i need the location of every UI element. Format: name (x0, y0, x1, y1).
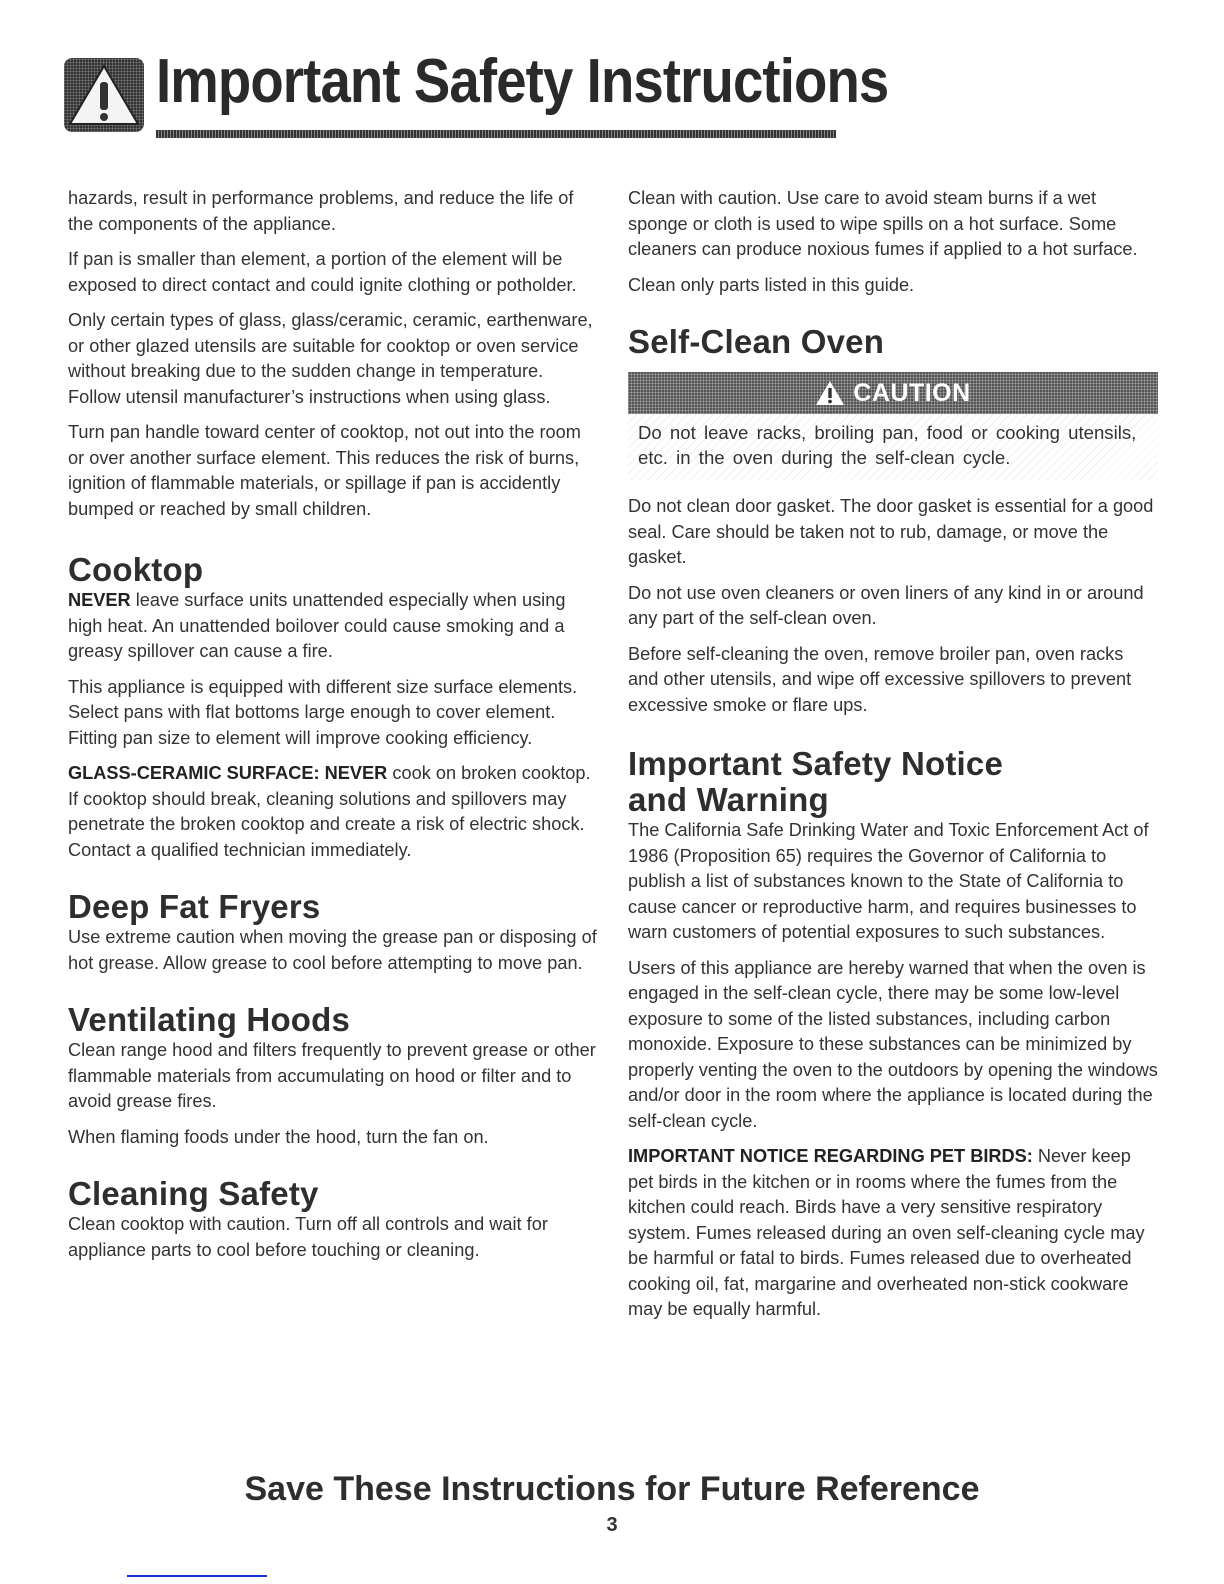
page-header (64, 47, 889, 144)
intro-paragraph: Turn pan handle toward center of cooktop, not out into the room or over another surface element. This reduces the risk of burns, ignition of flammable materials, or spillage if pan is accidently bumped or reached by small children. (68, 422, 581, 519)
right-column (628, 186, 1158, 1333)
notice-paragraph: The California Safe Drinking Water and Toxic Enforcement Act of 1986 (Proposition 65) requires the Governor of California to publish a list of substances known to the State of California to cause cancer or reproductive harm, and requires businesses to warn customers of potential exposures to such substances. (628, 820, 1149, 942)
page-number: 3 (606, 1514, 618, 1536)
paragraph-text: Never keep pet birds in the kitchen or in rooms where the fumes from the kitchen could reach. Birds have a very sensitive respiratory system. Fumes released during an oven self-cleaning cycle may be harmful or fatal to birds. Fumes released due to overheated cooking oil, fat, margarine and overheated non-stick cookware may be equally harmful. (628, 1146, 1145, 1319)
section-heading-cooktop: Cooktop (68, 551, 204, 588)
page-title: Important Safety Instructions (156, 47, 889, 116)
section-heading-safety-notice (628, 746, 1158, 818)
section-heading-deep-fat-fryers: Deep Fat Fryers (68, 888, 321, 925)
notice-paragraph (628, 1144, 1158, 1323)
cooktop-paragraph (68, 588, 598, 665)
fryers-paragraph: Use extreme caution when moving the grease pan or disposing of hot grease. Allow grease to cool before attempting to move pan. (68, 927, 597, 973)
hoods-paragraph: When flaming foods under the hood, turn the fan on. (68, 1126, 489, 1147)
paragraph-text: cook on broken cooktop. If cooktop should break, cleaning solutions and spillovers may penetrate the broken cooktop and create a risk of electric shock. Contact a qualified technician immediately. (68, 763, 591, 860)
paragraph-text: leave surface units unattended especially when using high heat. An unattended boilover could cause smoking and a greasy spillover can cause a fire. (68, 590, 566, 661)
self-clean-paragraph: Before self-cleaning the oven, remove broiler pan, oven racks and other utensils, and wipe off excessive spillovers to prevent excessive smoke or flare ups. (628, 643, 1132, 715)
left-column (68, 186, 598, 1273)
intro-paragraph: Clean only parts listed in this guide. (628, 274, 915, 295)
caution-bar (628, 372, 1158, 414)
caution-text: Do not leave racks, broiling pan, food or cooking utensils, etc. in the oven during the self-clean cycle. (628, 414, 1158, 480)
footer-title: Save These Instructions for Future Reference (244, 1470, 980, 1508)
warning-triangle-icon (64, 58, 144, 132)
footer-link-underline (127, 1575, 267, 1577)
caution-label: CAUTION (853, 378, 971, 407)
caution-box (628, 372, 1158, 480)
hoods-paragraph: Clean range hood and filters frequently to prevent grease or other flammable materials from accumulating on hood or filter and to avoid grease fires. (68, 1040, 596, 1111)
keyword-pet-birds: IMPORTANT NOTICE REGARDING PET BIRDS: (628, 1146, 1033, 1166)
self-clean-paragraph: Do not use oven cleaners or oven liners of any kind in or around any part of the self-clean oven. (628, 582, 1144, 628)
notice-paragraph: Users of this appliance are hereby warned that when the oven is engaged in the self-clean cycle, there may be some low-level exposure to some of the listed substances, including carbon monoxide. Exposure to these substances can be minimized by properly venting the oven to the outdoors by opening the windows and/or door in the room where the appliance is located during the self-clean cycle. (628, 957, 1158, 1131)
heading-line: Important Safety Notice (628, 745, 1003, 782)
keyword-glass-ceramic: GLASS-CERAMIC SURFACE: NEVER (68, 763, 388, 783)
cooktop-paragraph: This appliance is equipped with different size surface elements. Select pans with flat bottoms large enough to cover element. Fitting pan size to element will improve cooking efficiency. (68, 676, 578, 748)
intro-paragraph: hazards, result in performance problems, and reduce the life of the components of the appliance. (68, 188, 574, 234)
warning-triangle-icon (815, 380, 845, 406)
self-clean-paragraph: Do not clean door gasket. The door gasket is essential for a good seal. Care should be taken not to rub, damage, or move the gasket. (628, 496, 1154, 567)
cooktop-paragraph (68, 761, 598, 863)
heading-line: and Warning (628, 781, 829, 818)
intro-paragraph: Clean with caution. Use care to avoid steam burns if a wet sponge or cloth is used to wipe spills on a hot surface. Some cleaners can produce noxious fumes if applied to a hot surface. (628, 188, 1138, 259)
intro-paragraph: Only certain types of glass, glass/ceramic, ceramic, earthenware, or other glazed utensils are suitable for cooktop or oven service without breaking due to the sudden change in temperature. Follow utensil manufacturer’s instructions when using glass. (68, 310, 593, 407)
section-heading-self-clean-oven: Self-Clean Oven (628, 323, 885, 360)
cleaning-paragraph: Clean cooktop with caution. Turn off all controls and wait for appliance parts to cool before touching or cleaning. (68, 1214, 548, 1260)
section-heading-ventilating-hoods: Ventilating Hoods (68, 1001, 351, 1038)
intro-paragraph: If pan is smaller than element, a portion of the element will be exposed to direct contact and could ignite clothing or potholder. (68, 249, 577, 295)
section-heading-cleaning-safety: Cleaning Safety (68, 1175, 319, 1212)
header-rule (156, 130, 836, 138)
keyword-never: NEVER (68, 590, 131, 610)
